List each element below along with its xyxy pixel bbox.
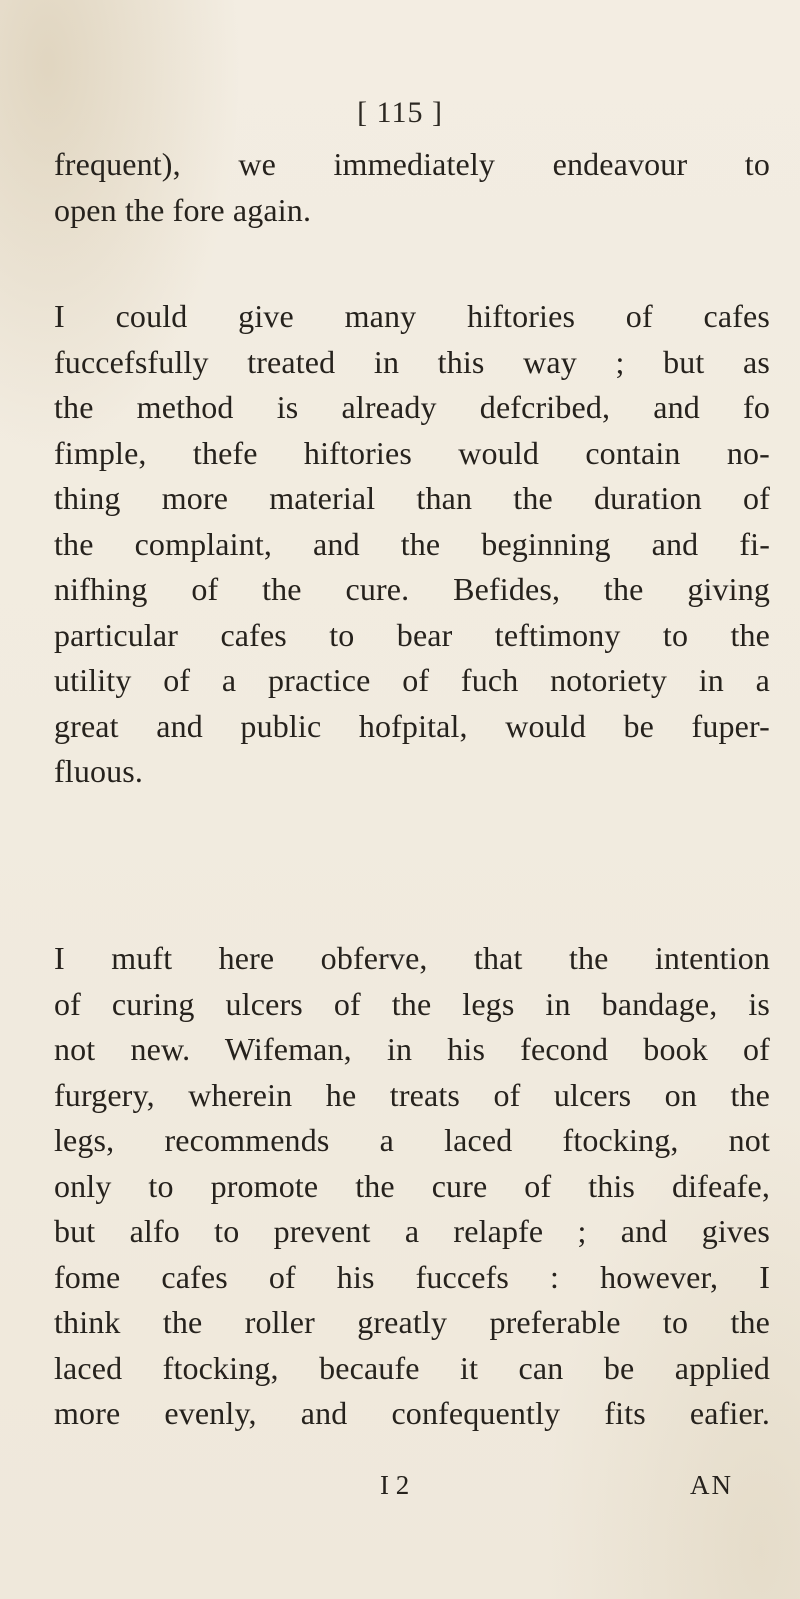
paragraph-2 xyxy=(54,294,770,795)
text-line: nifhing of the cure. Befides, the giving xyxy=(54,571,770,607)
paragraph-3 xyxy=(54,936,770,1437)
text-line: thing more material than the duration of xyxy=(54,480,770,516)
paragraph-1 xyxy=(54,142,770,233)
text-line: the complaint, and the beginning and fi- xyxy=(54,525,770,562)
text-line: not new. Wifeman, in his fecond book of xyxy=(54,1031,770,1067)
text-line: fuccefsfully treated in this way ; but as xyxy=(54,343,770,380)
text-line: I could give many hiftories of cafes xyxy=(54,298,770,334)
text-line: of curing ulcers of the legs in bandage, is xyxy=(54,985,770,1022)
text-line: but alfo to prevent a relapfe ; and gives xyxy=(54,1213,770,1249)
text-line: frequent), we immediately endeavour to xyxy=(54,146,770,182)
page-number-header: [ 115 ] xyxy=(357,96,443,129)
text-line: more evenly, and confequently fits eafier. xyxy=(54,1395,770,1431)
catchword: AN xyxy=(690,1470,733,1500)
text-line: particular cafes to bear teftimony to the xyxy=(54,616,770,653)
text-line: fluous. xyxy=(54,753,144,789)
text-line: fome cafes of his fuccefs : however, I xyxy=(54,1258,770,1295)
text-line: only to promote the cure of this difeafe, xyxy=(54,1167,770,1204)
text-line: great and public hofpital, would be fuper- xyxy=(54,707,770,744)
text-line: think the roller greatly preferable to the xyxy=(54,1304,770,1340)
text-line: I muft here obferve, that the intention xyxy=(54,940,770,976)
text-line: legs, recommends a laced ftocking, not xyxy=(54,1122,770,1158)
text-line: utility of a practice of fuch notoriety in a xyxy=(54,662,770,698)
text-line: laced ftocking, becaufe it can be applied xyxy=(54,1349,770,1386)
text-line: furgery, wherein he treats of ulcers on the xyxy=(54,1076,770,1113)
text-line: the method is already defcribed, and fo xyxy=(54,389,770,425)
signature-mark: I 2 xyxy=(380,1470,410,1500)
text-line: open the fore again. xyxy=(54,191,312,228)
text-line: fimple, thefe hiftories would contain no- xyxy=(54,434,770,471)
